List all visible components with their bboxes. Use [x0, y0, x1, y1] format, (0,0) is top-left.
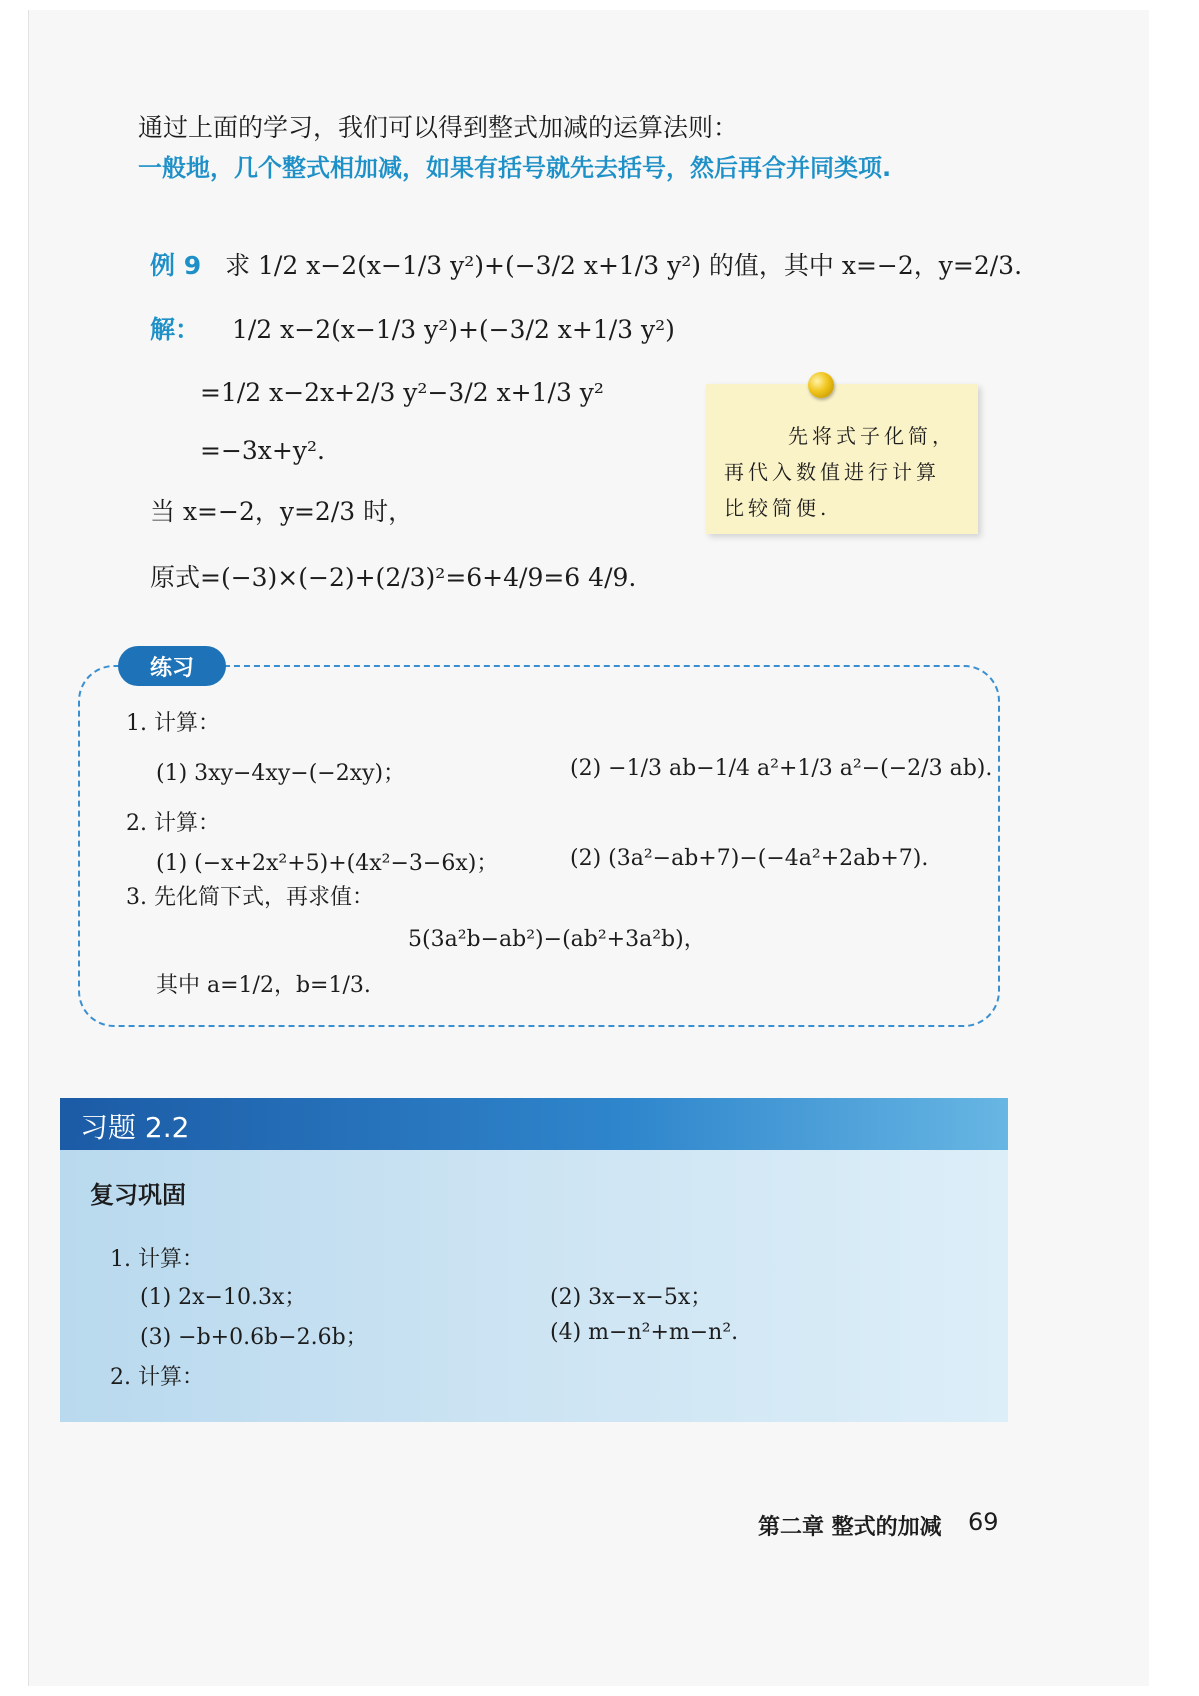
- tip-line-3: 比较简便.: [724, 496, 831, 520]
- review-section-title: 复习巩固: [90, 1181, 186, 1209]
- tip-line-1: 先将式子化简，: [788, 424, 956, 448]
- practice-q1-part1: (1) 3xy−4xy−(−2xy)；: [156, 761, 406, 786]
- chapter-footer: 第二章 整式的加减: [758, 1515, 942, 1540]
- practice-q2-part1: (1) (−x+2x²+5)+(4x²−3−6x)；: [156, 851, 499, 876]
- exercise-q1-part4: (4) m−n²+m−n².: [550, 1320, 739, 1345]
- practice-q1: 1. 计算：: [126, 711, 220, 736]
- example-problem: [150, 246, 1022, 282]
- practice-q2: 2. 计算：: [126, 811, 220, 836]
- final-result: 原式=(−3)×(−2)+(2/3)²=6+4/9=6 4/9.: [150, 563, 637, 592]
- page-number: 69: [968, 1508, 999, 1536]
- solution-step-3: =−3x+y².: [200, 436, 325, 465]
- solution-label: 解：: [150, 315, 201, 344]
- example-problem-text: 求 1/2 x−2(x−1/3 y²)+(−3/2 x+1/3 y²) 的值，其中 x=−2，y=2/3.: [225, 251, 1023, 280]
- practice-q3-condition: 其中 a=1/2，b=1/3.: [156, 973, 371, 998]
- tip-line-2: 再代入数值进行计算: [724, 460, 940, 484]
- example-label: 例 9: [150, 251, 202, 280]
- solution-line: [150, 310, 675, 346]
- exercise-header: 习题 2.2: [60, 1098, 1008, 1150]
- tip-note: [706, 384, 978, 534]
- pushpin-icon: [808, 372, 834, 398]
- practice-q2-part2: (2) (3a²−ab+7)−(−4a²+2ab+7).: [570, 846, 929, 871]
- practice-q1-part2: (2) −1/3 ab−1/4 a²+1/3 a²−(−2/3 ab).: [570, 756, 993, 781]
- exercise-q1-part1: (1) 2x−10.3x；: [140, 1285, 307, 1310]
- exercise-q2: 2. 计算：: [110, 1365, 204, 1390]
- practice-title: 练习: [118, 646, 226, 686]
- practice-q3-expression: 5(3a²b−ab²)−(ab²+3a²b)，: [408, 927, 706, 952]
- exercise-q1-part2: (2) 3x−x−5x；: [550, 1285, 713, 1310]
- practice-q3: 3. 先化简下式，再求值：: [126, 885, 374, 910]
- operation-rule: 一般地，几个整式相加减，如果有括号就先去括号，然后再合并同类项.: [138, 154, 892, 182]
- exercise-q1-part3: (3) −b+0.6b−2.6b；: [140, 1325, 368, 1350]
- solution-step-2: =1/2 x−2x+2/3 y²−3/2 x+1/3 y²: [200, 378, 604, 407]
- solution-step-1: 1/2 x−2(x−1/3 y²)+(−3/2 x+1/3 y²): [231, 315, 675, 344]
- intro-text: 通过上面的学习，我们可以得到整式加减的运算法则：: [138, 113, 739, 142]
- exercise-q1: 1. 计算：: [110, 1247, 204, 1272]
- substitution-condition: 当 x=−2，y=2/3 时，: [150, 497, 414, 526]
